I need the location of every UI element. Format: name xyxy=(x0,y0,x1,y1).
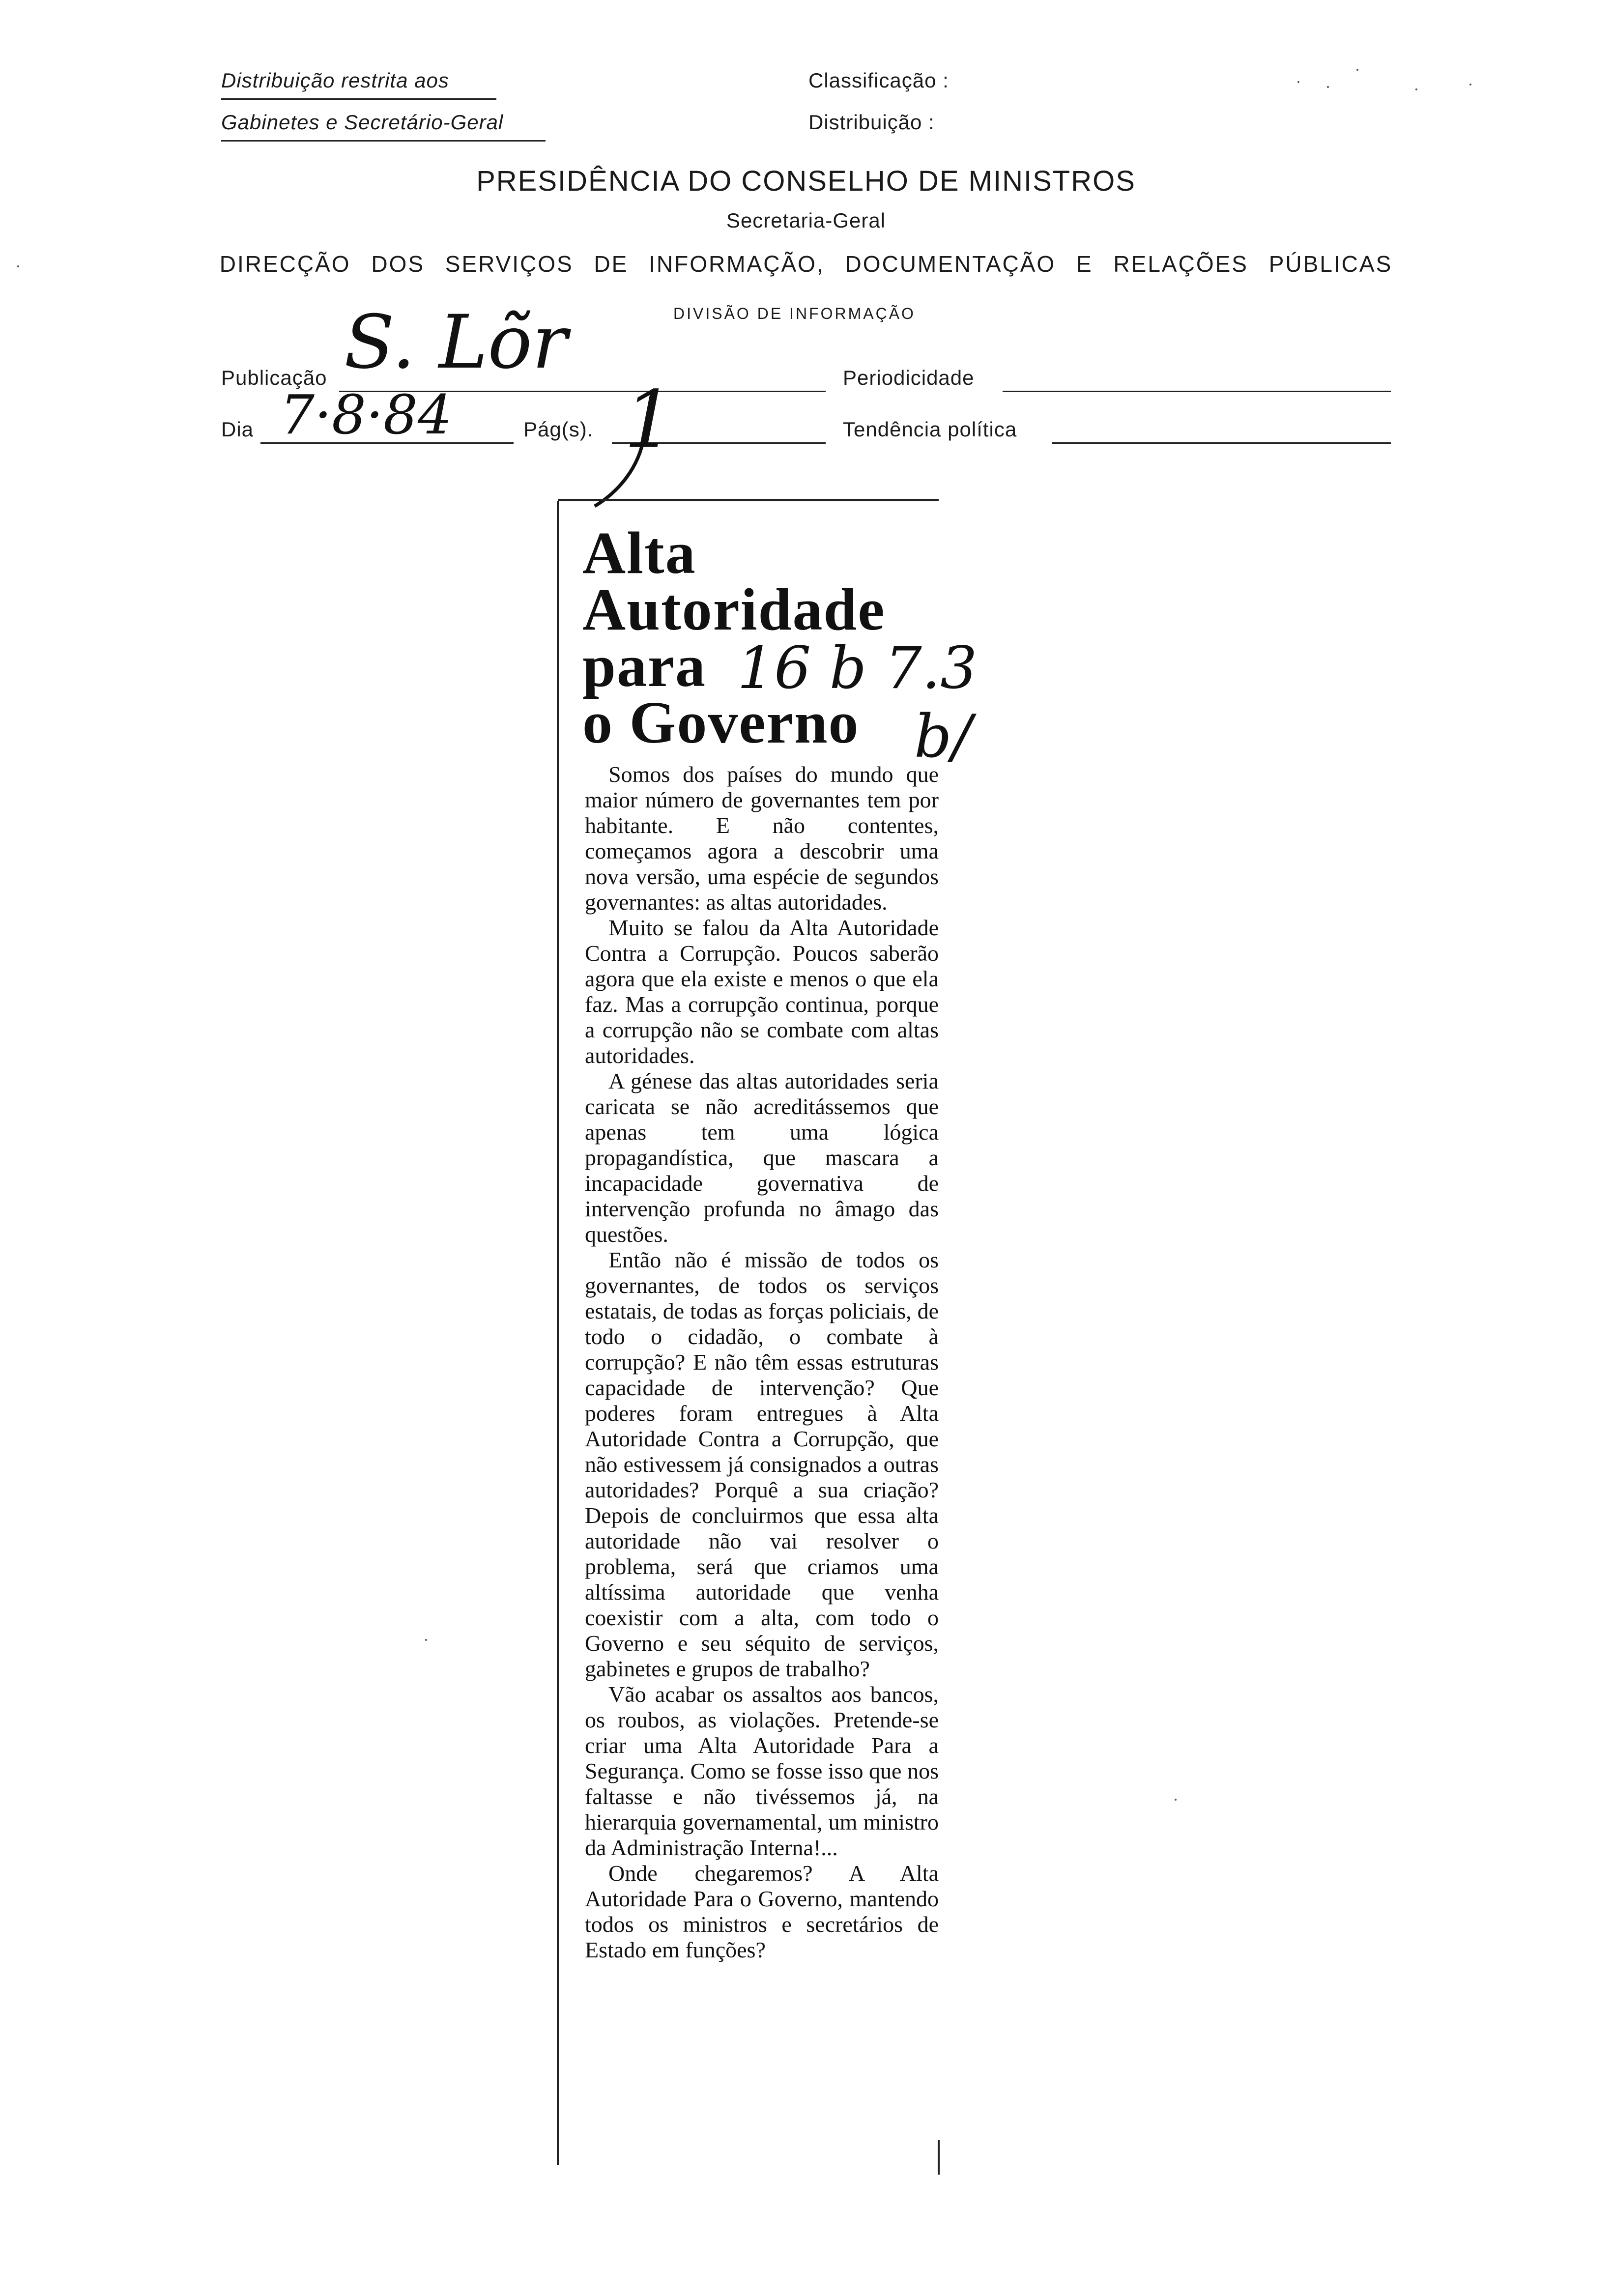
article-paragraph: Somos dos países do mundo que maior número de governantes tem por habitante. E não contentes, começamos agora a descobrir uma nova versão, uma espécie de segundos governantes: as altas autoridades. xyxy=(585,762,939,915)
article-paragraph: A génese das altas autoridades seria caricata se não acreditássemos que apenas tem uma lógica propagandística, que mascara a incapacidade governativa de intervenção profunda no âmago das questões. xyxy=(585,1068,939,1247)
clipping-top-rule xyxy=(558,499,939,501)
handwritten-mark: b/ xyxy=(914,703,972,771)
scan-speck xyxy=(1415,88,1417,90)
publication-handwritten-value: S. Lõr xyxy=(344,300,568,385)
scan-speck xyxy=(1297,81,1299,83)
page-label: Pág(s). xyxy=(523,418,594,441)
distribution-label: Distribuição : xyxy=(808,111,935,134)
scan-speck xyxy=(1356,69,1358,71)
article-paragraph: Então não é missão de todos os governantes, de todos os serviços estatais, de todas as forças policiais, de todo o cidadão, o combate à corrupção? E não têm essas estruturas capacidade de intervenção? Que poderes foram entregues à Alta Autoridade Contra a Corrupção, que não estivessem já consignados a outras autoridades? Porquê a sua criação? Depois de concluirmos que essa alta autoridade não vai resolver o problema, será que criamos uma altíssima autoridade que venha coexistir com a alta, com todo o Governo e seu séquito de serviços, gabinetes e grupos de trabalho? xyxy=(585,1247,939,1681)
page-handwritten-value: 1 xyxy=(624,373,674,465)
day-label: Dia xyxy=(221,418,254,441)
day-handwritten-value: 7·8·84 xyxy=(280,383,452,446)
restriction-underline-1 xyxy=(221,98,496,100)
org-title: PRESIDÊNCIA DO CONSELHO DE MINISTROS xyxy=(476,165,1136,197)
restriction-line-1: Distribuição restrita aos xyxy=(221,69,449,92)
article-paragraph: Onde chegaremos? A Alta Autoridade Para o Governo, mantendo todos os ministros e secretários de Estado em funções? xyxy=(585,1861,939,1962)
publication-label: Publicação xyxy=(221,366,327,389)
political-tendency-field-line xyxy=(1052,442,1391,444)
article-paragraph: Vão acabar os assaltos aos bancos, os roubos, as violações. Pretende-se criar uma Alta Autoridade Para a Segurança. Como se fosse isso que nos faltasse e não tivéssemos já, na hierarquia governamental, um ministro da Administração Interna!... xyxy=(585,1682,939,1860)
clipping-left-border xyxy=(557,501,559,2165)
article-body xyxy=(585,762,939,1963)
scan-speck xyxy=(1469,84,1471,86)
classification-label: Classificação : xyxy=(808,69,949,92)
scan-speck xyxy=(425,1639,427,1641)
headline-line-1: Alta xyxy=(582,520,696,586)
handwritten-reference: 16 b 7.3 xyxy=(737,634,978,702)
restriction-underline-2 xyxy=(221,140,546,142)
restriction-line-2: Gabinetes e Secretário-Geral xyxy=(221,111,504,134)
scan-speck xyxy=(17,265,19,267)
headline-line-3: para xyxy=(582,633,706,699)
periodicity-label: Periodicidade xyxy=(843,366,975,389)
periodicity-field-line xyxy=(1003,391,1391,392)
political-tendency-label: Tendência política xyxy=(843,418,1017,441)
headline-line-2: Autoridade xyxy=(582,576,886,643)
org-subtitle: Secretaria-Geral xyxy=(726,209,886,232)
article-paragraph: Muito se falou da Alta Autoridade Contra a Corrupção. Poucos saberão agora que ela existe e menos o que ela faz. Mas a corrupção continua, porque a corrupção não se combate com altas autoridades. xyxy=(585,915,939,1068)
directorate-line: DIRECÇÃO DOS SERVIÇOS DE INFORMAÇÃO, DOCUMENTAÇÃO E RELAÇÕES PÚBLICAS xyxy=(219,251,1393,277)
division-line: DIVISÃO DE INFORMAÇÃO xyxy=(673,305,916,322)
scan-speck xyxy=(1175,1799,1177,1801)
scan-speck xyxy=(1327,86,1329,88)
headline-line-4: o Governo xyxy=(582,689,860,756)
clipping-right-tick xyxy=(938,2140,940,2175)
